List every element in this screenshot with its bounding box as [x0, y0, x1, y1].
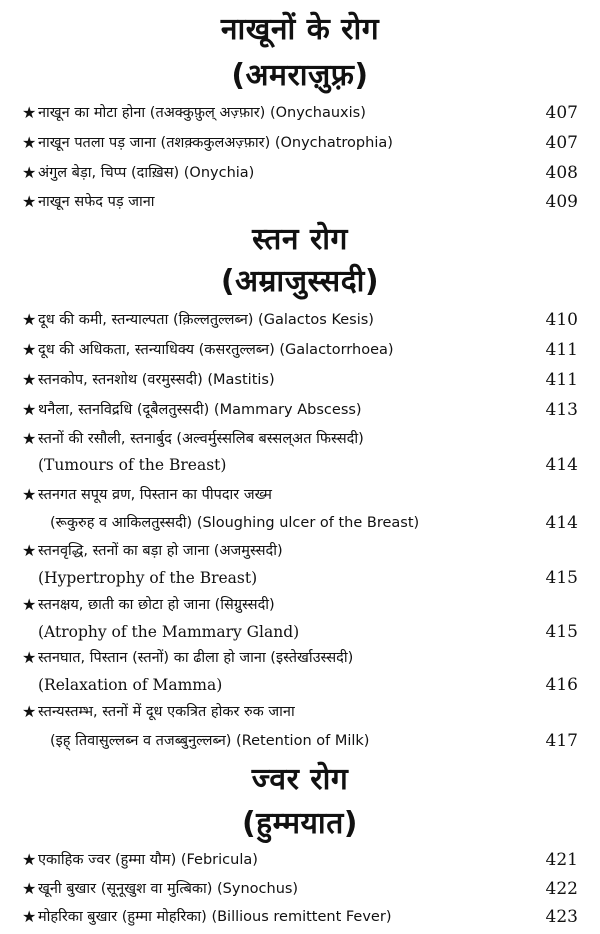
- bullet-star-icon: ★: [22, 879, 37, 898]
- entry-page-number: 416: [545, 675, 578, 695]
- bullet-star-icon: ★: [22, 850, 37, 869]
- bullet-star-icon: ★: [22, 192, 37, 211]
- bullet-star-icon: ★: [22, 340, 37, 359]
- index-entry: [0, 307, 600, 335]
- entry-subtitle: (इह् तिवासुल्लब्न व तजब्बुनुल्लब्न) (Retention of Milk): [50, 733, 370, 749]
- index-entry: [0, 337, 600, 365]
- index-entry: [0, 100, 600, 128]
- entry-page-number: 411: [545, 340, 578, 360]
- entry-title: दूध की कमी, स्तन्याल्पता (क़िल्लतुल्लब्न) (Galactos Kesis): [38, 312, 374, 328]
- entry-page-number: 407: [545, 103, 578, 123]
- index-entry-continuation: [0, 452, 600, 480]
- entry-title: स्तनगत सपूय व्रण, पिस्तान का पीपदार जख्म: [38, 487, 272, 503]
- section-subtitle-fever-diseases: (हुम्मयात): [241, 806, 359, 841]
- index-entry-continuation: [0, 510, 600, 538]
- index-entry-continuation: [0, 619, 600, 647]
- section-title-nail-diseases: नाखूनों के रोग: [220, 12, 380, 47]
- bullet-star-icon: ★: [22, 310, 37, 329]
- entry-title: एकाहिक ज्वर (हुम्मा यौम) (Febricula): [38, 852, 258, 868]
- entry-page-number: 415: [545, 622, 578, 642]
- entry-subtitle: (Relaxation of Mamma): [38, 676, 223, 694]
- entry-page-number: 417: [545, 731, 578, 751]
- bullet-star-icon: ★: [22, 541, 37, 560]
- entry-subtitle: (Tumours of the Breast): [38, 456, 227, 474]
- bullet-star-icon: ★: [22, 485, 37, 504]
- entry-page-number: 414: [545, 455, 578, 475]
- bullet-star-icon: ★: [22, 907, 37, 926]
- index-entry: [0, 130, 600, 158]
- index-entry: [0, 367, 600, 395]
- entry-title: नाखून सफेद पड़ जाना: [38, 194, 155, 210]
- entry-title: स्तनक्षय, छाती का छोटा हो जाना (सिग्रुस्सदी): [38, 597, 275, 613]
- bullet-star-icon: ★: [22, 133, 37, 152]
- entry-title: नाखून पतला पड़ जाना (तशक़्ककुलअज़्फ़ार) (Onychatrophia): [38, 135, 393, 151]
- entry-title: स्तनवृद्धि, स्तनों का बड़ा हो जाना (अजमुस्सदी): [38, 543, 283, 559]
- index-entry: [0, 699, 600, 727]
- index-entry: [0, 538, 600, 566]
- bullet-star-icon: ★: [22, 648, 37, 667]
- section-subtitle-breast-diseases: (अम्राजुस्सदी): [220, 264, 380, 299]
- entry-title: मोहरिका बुखार (हुम्मा मोहरिका) (Billious remittent Fever): [38, 909, 392, 925]
- entry-title: स्तनघात, पिस्तान (स्तनों) का ढीला हो जाना (इस्तेर्खाउस्सदी): [38, 650, 354, 666]
- entry-page-number: 409: [545, 192, 578, 212]
- entry-page-number: 415: [545, 568, 578, 588]
- entry-title: नाखून का मोटा होना (तअक्कुफ़ुल् अज़्फ़ार) (Onychauxis): [38, 105, 366, 121]
- index-entry: [0, 876, 600, 904]
- index-entry: [0, 189, 600, 217]
- index-entry: [0, 645, 600, 673]
- entry-title: अंगुल बेड़ा, चिप्प (दाख़िस) (Onychia): [38, 165, 255, 181]
- section-subtitle-nail-diseases: (अमराज़ुफ़्र): [231, 58, 369, 93]
- bullet-star-icon: ★: [22, 400, 37, 419]
- entry-title: दूध की अधिकता, स्तन्याधिक्य (कसरतुल्लब्न) (Galactorrhoea): [38, 342, 394, 358]
- entry-subtitle: (Hypertrophy of the Breast): [38, 569, 258, 587]
- entry-page-number: 408: [545, 163, 578, 183]
- index-entry: [0, 397, 600, 425]
- bullet-star-icon: ★: [22, 103, 37, 122]
- entry-page-number: 422: [545, 879, 578, 899]
- entry-page-number: 411: [545, 370, 578, 390]
- entry-subtitle: (रूकुरुह व आकिलतुस्सदी) (Sloughing ulcer of the Breast): [50, 515, 420, 531]
- entry-subtitle: (Atrophy of the Mammary Gland): [38, 623, 300, 641]
- index-entry-continuation: [0, 565, 600, 593]
- entry-page-number: 421: [545, 850, 578, 870]
- entry-page-number: 414: [545, 513, 578, 533]
- bullet-star-icon: ★: [22, 429, 37, 448]
- entry-page-number: 407: [545, 133, 578, 153]
- index-entry: [0, 592, 600, 620]
- entry-title: स्तनों की रसौली, स्तनार्बुद (अल्वर्मुस्सलिब बस्सल्अत फिस्सदी): [38, 431, 364, 447]
- entry-page-number: 410: [545, 310, 578, 330]
- bullet-star-icon: ★: [22, 163, 37, 182]
- bullet-star-icon: ★: [22, 595, 37, 614]
- index-entry: [0, 847, 600, 875]
- section-title-fever-diseases: ज्वर रोग: [251, 762, 349, 797]
- index-entry: [0, 160, 600, 188]
- entry-title: थनैला, स्तनविद्रधि (दूबैलतुस्सदी) (Mammary Abscess): [38, 402, 362, 418]
- index-entry: [0, 904, 600, 932]
- index-entry: [0, 426, 600, 454]
- entry-page-number: 423: [545, 907, 578, 927]
- bullet-star-icon: ★: [22, 702, 37, 721]
- entry-title: स्तनकोप, स्तनशोथ (वरमुस्सदी) (Mastitis): [38, 372, 275, 388]
- section-title-breast-diseases: स्तन रोग: [252, 222, 348, 257]
- entry-title: स्तन्यस्तम्भ, स्तनों में दूध एकत्रित होकर रुक जाना: [38, 704, 295, 720]
- entry-page-number: 413: [545, 400, 578, 420]
- index-entry-continuation: [0, 728, 600, 756]
- index-entry-continuation: [0, 672, 600, 700]
- entry-title: खूनी बुखार (सूनूखुश वा मुत्बिका) (Synochus): [38, 881, 299, 897]
- index-entry: [0, 482, 600, 510]
- bullet-star-icon: ★: [22, 370, 37, 389]
